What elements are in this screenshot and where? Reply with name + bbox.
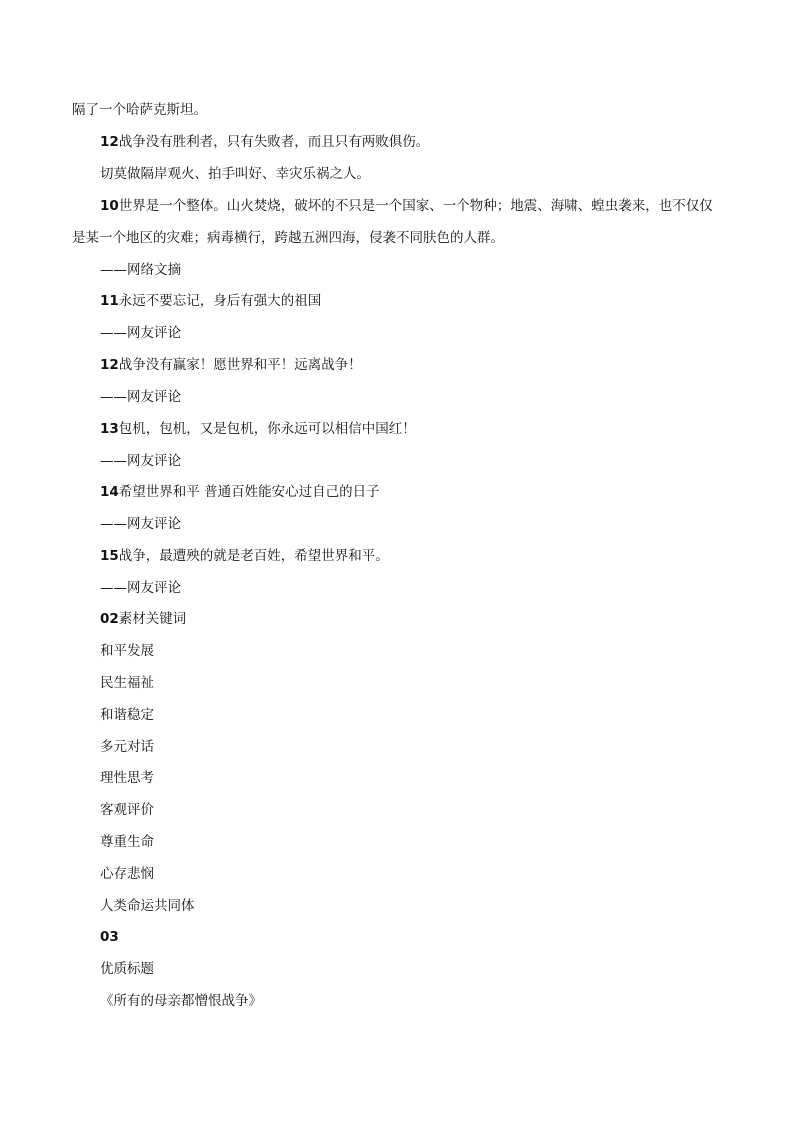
keyword-text: 和平发展 — [100, 643, 154, 659]
keyword-item — [100, 641, 730, 661]
keyword-text: 尊重生命 — [100, 834, 154, 850]
quote-item — [100, 355, 730, 375]
item-number: 15 — [100, 548, 119, 564]
item-number: 11 — [100, 293, 119, 309]
line-text: ——网友评论 — [100, 516, 181, 532]
keyword-item — [100, 864, 730, 884]
keyword-text: 客观评价 — [100, 802, 154, 818]
section-heading — [100, 609, 730, 629]
keyword-item — [100, 737, 730, 757]
keyword-item — [100, 768, 730, 788]
section-heading — [100, 927, 730, 947]
text-line — [72, 100, 732, 120]
quote-source — [100, 578, 730, 598]
item-number: 13 — [100, 421, 119, 437]
quote-source — [100, 260, 730, 280]
quote-item — [100, 291, 730, 311]
line-text: 包机，包机，又是包机，你永远可以相信中国红！ — [118, 421, 416, 437]
quote-source — [100, 323, 730, 343]
line-text: ——网友评论 — [100, 389, 181, 405]
keyword-text: 多元对话 — [100, 739, 154, 755]
line-text: ——网友评论 — [100, 580, 181, 596]
quote-item — [100, 482, 730, 502]
line-text: ——网友评论 — [100, 453, 181, 469]
quote-paragraph — [72, 190, 724, 254]
keyword-item — [100, 673, 730, 693]
keyword-item — [100, 896, 730, 916]
item-number: 10 — [100, 198, 119, 214]
line-text: ——网友评论 — [100, 325, 181, 341]
text-line — [100, 164, 730, 184]
keyword-item — [100, 800, 730, 820]
keyword-text: 理性思考 — [100, 770, 154, 786]
line-text: 隔了一个哈萨克斯坦。 — [72, 102, 207, 118]
keyword-text: 心存悲悯 — [100, 866, 154, 882]
line-text: 切莫做隔岸观火、拍手叫好、幸灾乐祸之人。 — [100, 166, 370, 182]
section-title: 素材关键词 — [118, 611, 187, 627]
line-text: 世界是一个整体。山火焚烧，破坏的不只是一个国家、一个物种；地震、海啸、蝗虫袭来，也不仅仅是某一个地区的灾难；病毒横行，跨越五洲四海，侵袭不同肤色的人群。 — [72, 198, 713, 246]
line-text: 战争没有赢家！愿世界和平！远离战争！ — [118, 357, 362, 373]
quote-item — [100, 132, 730, 152]
quote-item — [100, 419, 730, 439]
line-text: 永远不要忘记，身后有强大的祖国 — [118, 293, 322, 309]
item-number: 14 — [100, 484, 119, 500]
line-text: ——网络文摘 — [100, 262, 181, 278]
article-title — [100, 991, 730, 1011]
item-number: 12 — [100, 357, 119, 373]
keyword-item — [100, 705, 730, 725]
line-text: 希望世界和平 普通百姓能安心过自己的日子 — [118, 484, 380, 500]
quote-source — [100, 387, 730, 407]
line-text: 战争，最遭殃的就是老百姓，希望世界和平。 — [118, 548, 389, 564]
keyword-text: 和谐稳定 — [100, 707, 154, 723]
title-text: 《所有的母亲都憎恨战争》 — [100, 993, 262, 1009]
keyword-item — [100, 832, 730, 852]
quote-item — [100, 546, 730, 566]
keyword-text: 人类命运共同体 — [100, 898, 195, 914]
section-number: 03 — [100, 929, 119, 945]
quote-source — [100, 451, 730, 471]
quote-source — [100, 514, 730, 534]
subheading-text: 优质标题 — [100, 961, 154, 977]
subheading — [100, 959, 730, 979]
keyword-text: 民生福祉 — [100, 675, 154, 691]
line-text: 战争没有胜利者，只有失败者，而且只有两败俱伤。 — [118, 134, 430, 150]
section-number: 02 — [100, 611, 119, 627]
item-number: 12 — [100, 134, 119, 150]
